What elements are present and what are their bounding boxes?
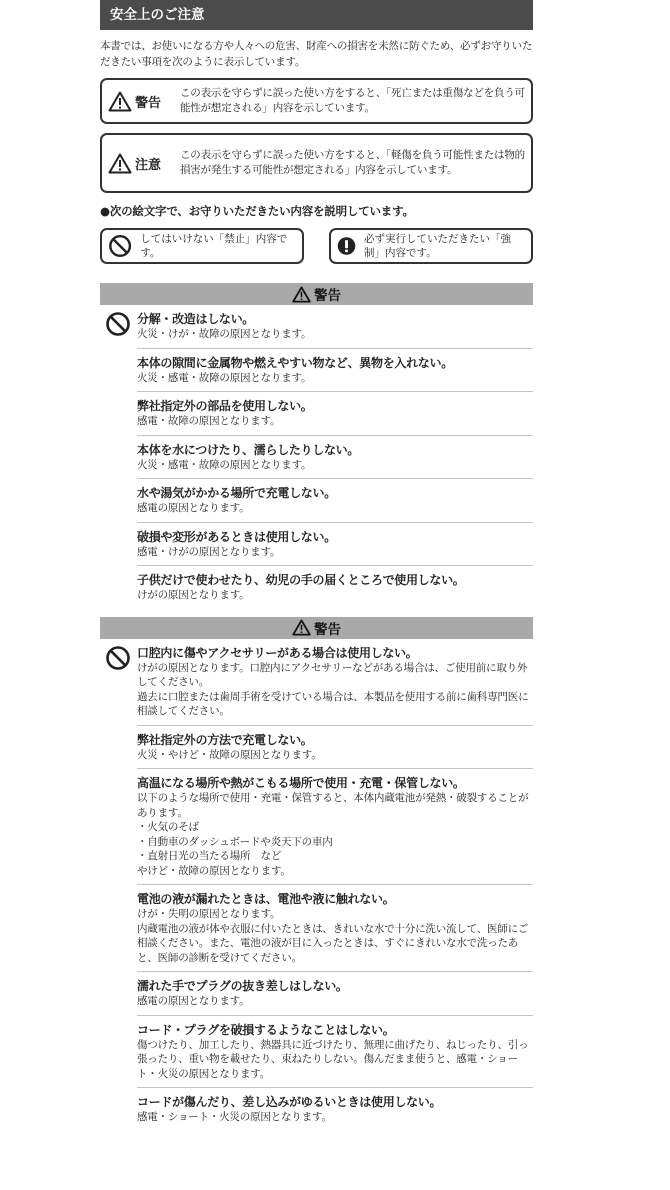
symbol-text: してはいけない「禁止」内容です。 xyxy=(140,233,288,259)
symbol-legend xyxy=(100,228,533,264)
prohibition-icon xyxy=(105,645,131,671)
prohibition-icon xyxy=(108,233,132,259)
item-body: 感電・けがの原因となります。 xyxy=(137,545,281,558)
section-items xyxy=(100,305,533,609)
list-item xyxy=(137,639,533,726)
item-heading: 子供だけで使わせたり、幼児の手の届くところで使用しない。 xyxy=(137,573,465,587)
item-body: けが・失明の原因となります。 xyxy=(137,908,281,920)
item-body: ・自動車のダッシュボードや炎天下の車内 xyxy=(137,835,333,848)
list-item xyxy=(137,566,533,609)
item-heading: 濡れた手でプラグの抜き差しはしない。 xyxy=(137,979,348,993)
list-item xyxy=(137,349,533,393)
item-heading: 分解・改造はしない。 xyxy=(137,312,255,326)
item-body: 火災・けが・故障の原因となります。 xyxy=(137,328,312,340)
symbols-note: ●次の絵文字で、お守りいただきたい内容を説明しています。 xyxy=(100,204,414,218)
safety-page xyxy=(100,0,533,1131)
section-header-label: 警告 xyxy=(314,621,341,638)
item-heading: 破損や変形があるときは使用しない。 xyxy=(137,529,336,544)
symbol-text: 必ず実行していただきたい「強制」内容です。 xyxy=(364,233,512,259)
item-body: 感電の原因となります。 xyxy=(137,995,250,1007)
list-item xyxy=(137,1088,533,1131)
item-heading: 高温になる場所や熱がこもる場所で使用・充電・保管しない。 xyxy=(137,776,465,790)
item-body: 火災・やけど・故障の原因となります。 xyxy=(137,748,322,761)
warning-triangle-icon xyxy=(292,619,311,636)
item-heading: コードが傷んだり、差し込みがゆるいときは使用しない。 xyxy=(137,1095,442,1109)
item-body: 火災・感電・故障の原因となります。 xyxy=(137,458,312,471)
list-item xyxy=(137,1016,533,1089)
list-item xyxy=(137,392,533,436)
item-heading: 水や湯気がかかる場所で充電しない。 xyxy=(137,486,336,500)
item-heading: 弊社指定外の方法で充電しない。 xyxy=(137,732,313,747)
section-header-label: 警告 xyxy=(314,288,341,304)
item-body: 以下のような場所で使用・充電・保管すると、本体内蔵電池が発熱・破裂することがあります。 xyxy=(137,792,529,819)
list-item xyxy=(137,726,533,770)
list-item xyxy=(137,305,533,349)
definition-label: 警告 xyxy=(135,95,162,111)
mandatory-icon xyxy=(337,233,356,259)
definition-text: この表示を守らずに誤った使い方をすると、「軽傷を負う可能性または物的損害が発生する可能性が想定される」内容を示しています。 xyxy=(180,149,525,176)
item-body: やけど・故障の原因となります。 xyxy=(137,864,291,877)
warning-triangle-icon xyxy=(108,153,132,174)
item-body: 火災・感電・故障の原因となります。 xyxy=(137,371,312,384)
item-heading: 電池の液が漏れたときは、電池や液に触れない。 xyxy=(137,892,395,906)
item-body: 感電・故障の原因となります。 xyxy=(137,415,281,427)
warning-triangle-icon xyxy=(292,286,311,303)
definition-label: 注意 xyxy=(135,157,162,173)
list-item xyxy=(137,479,533,523)
list-item xyxy=(137,885,533,972)
definition-warning xyxy=(100,78,533,124)
item-body: 過去に口腔または歯周手術を受けている場合は、本製品を使用する前に歯科専門医に相談してください。 xyxy=(137,690,529,717)
item-body: けがの原因となります。 xyxy=(137,589,250,601)
list-item xyxy=(137,436,533,480)
item-heading: 本体を水につけたり、濡らしたりしない。 xyxy=(137,442,360,457)
list-item xyxy=(137,972,533,1016)
item-body: 感電の原因となります。 xyxy=(137,502,250,514)
item-heading: 本体の隙間に金属物や燃えやすい物など、異物を入れない。 xyxy=(137,355,453,370)
item-body: 感電・ショート・火災の原因となります。 xyxy=(137,1111,332,1123)
item-body: ・直射日光の当たる場所 など xyxy=(137,850,282,862)
definition-text: この表示を守らずに誤った使い方をすると、「死亡または重傷などを負う可能性が想定される」内容を示しています。 xyxy=(180,87,525,114)
item-heading: コード・プラグを破損するようなことはしない。 xyxy=(137,1022,395,1037)
symbol-prohibition xyxy=(100,228,304,264)
section-header-warning xyxy=(100,283,533,305)
item-body: ・火気のそば xyxy=(137,821,199,833)
intro-text: 本書では、お使いになる方や人々への危害、財産への損害を未然に防ぐため、必ずお守りいただきたい事項を次のように表示しています。 xyxy=(100,40,533,68)
item-heading: 口腔内に傷やアクセサリーがある場合は使用しない。 xyxy=(137,645,418,660)
list-item xyxy=(137,523,533,567)
page-title: 安全上のご注意 xyxy=(100,0,533,30)
item-body: 傷つけたり、加工したり、熱器具に近づけたり、無理に曲げたり、ねじったり、引っ張ったり、重い物を載せたり、束ねたりしない。傷んだまま使うと、感電・ショート・火災の原因となります。 xyxy=(137,1038,529,1080)
definition-caution xyxy=(100,133,533,193)
section-header-warning xyxy=(100,617,533,639)
section-items xyxy=(100,639,533,1131)
symbol-mandatory xyxy=(329,228,533,264)
item-body: 内蔵電池の液が体や衣服に付いたときは、きれいな水で十分に洗い流して、医師にご相談ください。また、電池の液が目に入ったときは、すぐにきれいな水で洗ったあと、医師の診断を受けてください。 xyxy=(137,922,529,964)
prohibition-icon xyxy=(105,311,131,337)
item-body: けがの原因となります。口腔内にアクセサリーなどがある場合は、ご使用前に取り外してください。 xyxy=(137,661,528,688)
list-item xyxy=(137,769,533,885)
item-heading: 弊社指定外の部品を使用しない。 xyxy=(137,399,313,413)
warning-triangle-icon xyxy=(108,91,132,112)
